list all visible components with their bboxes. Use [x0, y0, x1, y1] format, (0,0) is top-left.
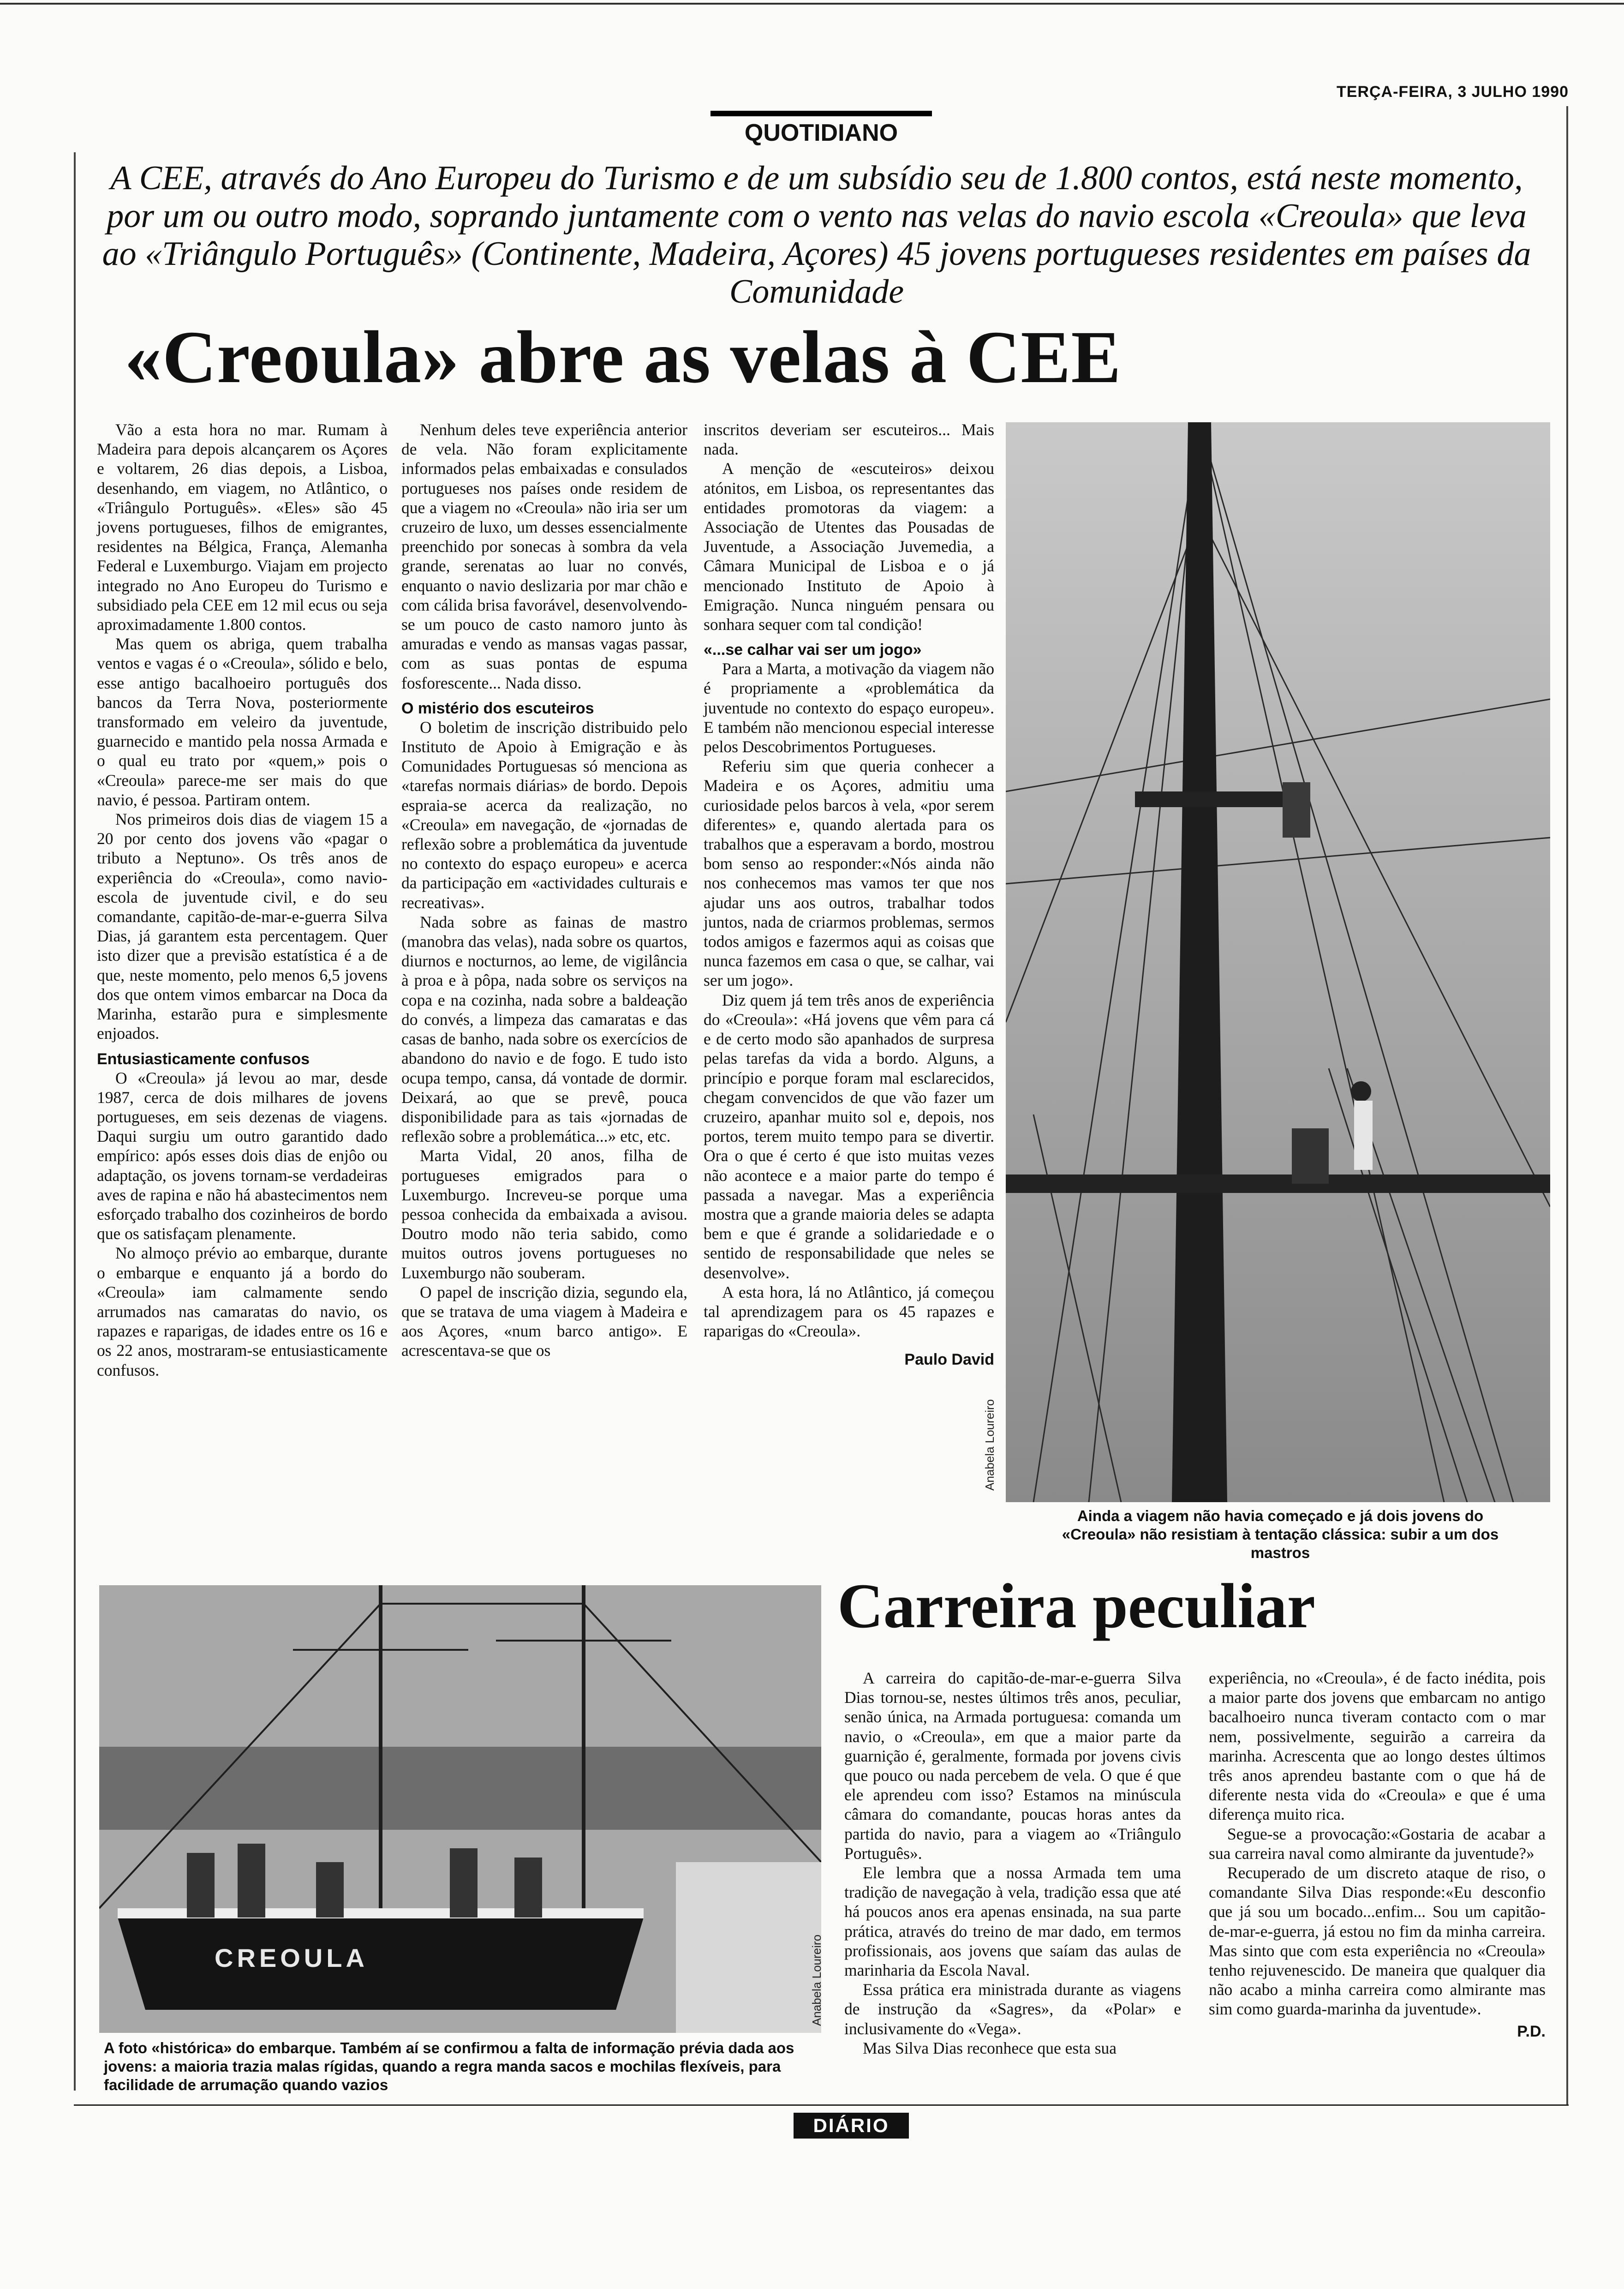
ship-photo-credit: Anabela Loureiro — [810, 1934, 824, 2026]
section-bar — [710, 111, 932, 116]
mast-photo — [1006, 422, 1550, 1502]
paragraph: Segue-se a provocação:«Gostaria de acabar a sua carreira naval como almirante da juventude?» — [1209, 1824, 1546, 1863]
subheading: Entusiasticamente confusos — [97, 1050, 310, 1068]
top-border-line — [0, 3, 1624, 5]
frame-right-rule — [1566, 106, 1568, 2104]
byline: P.D. — [1517, 2022, 1546, 2040]
paragraph: Ele lembra que a nossa Armada tem uma tradição de navegação à vela, tradição essa que até há poucos anos era apenas ensinada, na sua parte prática, através do treino de mar dado, em termos profissionais, aos jovens que saíam das aulas de marinharia da Escola Naval. — [844, 1864, 1181, 1980]
footer-rule — [74, 2104, 1569, 2106]
paragraph: inscritos deveriam ser escuteiros... Mais nada. — [704, 420, 994, 459]
newspaper-logo: DIÁRIO — [794, 2113, 909, 2139]
paragraph: No almoço prévio ao embarque, durante o embarque e enquanto já a bordo do «Creoula» iam calmamente sendo arrumados nas camaratas do navio, os rapazes e raparigas, de idades entre os 16 e os 22 anos, mostraram-se entusiasticamente confusos. — [97, 1244, 388, 1379]
main-headline: «Creoula» abre as velas à CEE — [125, 316, 1122, 399]
article1-column-1 — [97, 420, 388, 1380]
lead-paragraph: A CEE, através do Ano Europeu do Turismo e de um subsídio seu de 1.800 contos, está neste momento, por um ou outro modo, soprando juntamente com o vento nas velas do navio escola «Creoula» que leva ao «Triângulo Português» (Continente, Madeira, Açores) 45 jovens portugueses residentes em países da Comunidade — [102, 159, 1531, 311]
article1-column-3 — [704, 420, 994, 1370]
paragraph: Vão a esta hora no mar. Rumam à Madeira para depois alcançarem os Açores e voltarem, 26 dias depois, a Lisboa, desenhando, em viagem, no Atlântico, o «Triângulo Português». «Eles» são 45 jovens portugueses, filhos de emigrantes, residentes na Bélgica, França, Alemanha Federal e Luxemburgo. Viajam em projecto integrado no Ano Europeu do Turismo e subsidiado pela CEE em 12 mil ecus ou seja aproximadamente 1.800 contos. — [97, 420, 388, 634]
paragraph: Mas quem os abriga, quem trabalha ventos e vagas é o «Creoula», sólido e belo, esse antigo bacalhoeiro português dos bancos da Terra Nova, posteriormente transformado em veleiro da juventude, guarnecido e mantido pela nossa Armada e o qual eu trato por «quem,» pois o «Creoula» parece-me ser mais do que navio, é pessoa. Partiram ontem. — [97, 635, 388, 809]
paragraph: A carreira do capitão-de-mar-e-guerra Silva Dias tornou-se, nestes últimos três anos, peculiar, senão única, na Armada portuguesa: comanda um navio, o «Creoula», em que a maior parte da guarnição é, geralmente, formada por jovens civis que pouco ou nada percebem de vela. O que é que ele aprendeu com isso? Estamos na minúscula câmara do comandante, poucas horas antes da partida do navio, para a viagem ao «Triângulo Português». — [844, 1669, 1181, 1863]
paragraph: O boletim de inscrição distribuido pelo Instituto de Apoio à Emigração e às Comunidades Portuguesas só menciona as «tarefas normais diárias» de bordo. Depois espraia-se acerca da realização, no «Creoula» em navegação, de «jornadas de reflexão sobre a problemática da juventude no contexto do espaço europeu» e acerca da participação em «actividades culturais e recreativas». — [401, 718, 687, 912]
paragraph: O papel de inscrição dizia, segundo ela, que se tratava de uma viagem à Madeira e aos Açores, «num barco antigo». E acrescentava-se que os — [401, 1282, 687, 1360]
paragraph: Mas Silva Dias reconhece que esta sua — [863, 2038, 1117, 2057]
paragraph: Nenhum deles teve experiência anterior de vela. Não foram explicitamente informados pelas embaixadas e consulados portugueses nos países onde residem de que a viagem no «Creoula» não iria ser um cruzeiro de luxo, um desses essencialmente preenchido por sonecas à sombra da vela grande, serenatas ao luar no convés, enquanto o navio deslizaria por mar chão e com cálida brisa favorável, desenvolvendo-se um pouco de casto namoro junto às amuradas e vendo as mansas vagas passar, com as suas pontas de espuma fosforescente... Nada disso. — [401, 420, 687, 692]
ship-photo-image — [99, 1585, 821, 2033]
article1-column-2 — [401, 420, 687, 1360]
byline: Paulo David — [904, 1351, 994, 1369]
paragraph: Recuperado de um discreto ataque de riso, o comandante Silva Dias responde:«Eu desconfio que já sou um bocado...enfim... Sou um capitão-de-mar-e-guerra, já estou no fim da minha carreira. Mas sinto que com esta experiência no «Creoula» tenho rejuvenescido. De maneira que qualquer dia não acabo a minha carreira como almirante mas sim como guarda-marinha da juventude». — [1209, 1864, 1546, 2019]
paragraph: Marta Vidal, 20 anos, filha de portugueses emigrados para o Luxemburgo. Increveu-se porque uma pessoa conhecida da embaixada a avisou. Doutro modo não teria sabido, como muitos outros jovens portugueses no Luxemburgo não souberam. — [401, 1146, 687, 1282]
paragraph: Referiu sim que queria conhecer a Madeira e os Açores, admitiu uma curiosidade pelos barcos à vela, «por serem diferentes» e, quando alertada para os trabalhos que a esperavam a bordo, mostrou bom senso ao responder:«Nós ainda não nos conhecemos mas vamos ter que nos ajudar uns aos outros, trabalhar todos juntos, nada de criarmos problemas, sermos todos amigos e fazermos aqui as coisas que nunca fazemos em casa o que, se calhar, vai ser um jogo». — [704, 757, 994, 990]
paragraph: Essa prática era ministrada durante as viagens de instrução da «Sagres», da «Polar» e inclusivamente do «Vega». — [844, 1980, 1181, 2038]
paragraph: experiência, no «Creoula», é de facto inédita, pois a maior parte dos jovens que embarcam no antigo bacalhoeiro nunca tiveram contacto com o mar nem, possivelmente, seguirão a carreira da marinha. Acrescenta que ao longo destes últimos três anos aprendeu bastante com o que há de diferente nesta vida do «Creoula» e que é uma diferença muito rica. — [1209, 1669, 1546, 1824]
paragraph: Para a Marta, a motivação da viagem não é propriamente a «problemática da juventude no contexto do espaço europeu». E também não mencionou especial interesse pelos Descobrimentos Portugueses. — [704, 659, 994, 756]
section-title: QUOTIDIANO — [744, 120, 898, 146]
paragraph: Nos primeiros dois dias de viagem 15 a 20 por cento dos jovens vão «pagar o tributo a Neptuno». Os três anos de experiência do «Creoula», como navio-escola de juventude civil, e do seu comandante, capitão-de-mar-e-guerra Silva Dias, já garantem esta percentagem. Quer isto dizer que a previsão estatística é a de que, neste momento, pelo menos 6,5 jovens dos que ontem vimos embarcar na Doca da Marinha, estarão pura e simplesmente enjoados. — [97, 810, 388, 1043]
mast-photo-image — [1006, 422, 1550, 1502]
paragraph: Nada sobre as fainas de mastro (manobra das velas), nada sobre os quartos, diurnos e nocturnos, ao leme, de vigilância à proa e à pôpa, nada sobre os serviços na copa e na cozinha, nada sobre a baldeação do convés, a limpeza das camaratas e das casas de banho, nada sobre os exercícios de abandono do navio e de fogo. E tudo isto ocupa tempo, cansa, dá vontade de dormir. Deixará, ao que se prevê, pouca disponibilidade para as tais «jornadas de reflexão sobre a problemática...» etc, etc. — [401, 912, 687, 1146]
article2-column-1 — [844, 1668, 1181, 2058]
ship-photo — [99, 1585, 821, 2033]
paragraph: Diz quem já tem três anos de experiência do «Creoula»: «Há jovens que vêm para cá e de certo modo são apanhados de surpresa pelas tarefas da vida a bordo. Alguns, a princípio e porque foram mal esclarecidos, chegam convencidos de que vão fazer um cruzeiro, apanhar muito sol e, depois, nos portos, terem muito tempo para se divertir. Ora o que é certo é que isto muitas vezes não acontece e a maior parte do tempo é passada a navegar. Mas a experiência mostra que a grande maioria deles se adapta bem e que é grande a solidariedade e o sentido de responsabilidade que neles se desenvolve». — [704, 990, 994, 1282]
secondary-headline: Carreira peculiar — [837, 1570, 1315, 1641]
frame-left-rule — [74, 152, 76, 2091]
mast-photo-credit: Anabela Loureiro — [983, 1399, 997, 1491]
paragraph: A menção de «escuteiros» deixou atónitos, em Lisboa, os representantes das entidades promotoras da viagem: a Associação de Utentes das Pousadas de Juventude, a Associação Juvemedia, a Câmara Municipal de Lisboa e o já mencionado Instituto de Apoio à Emigração. Nunca ninguém pensara ou sonhara sequer com tal condição! — [704, 459, 994, 634]
ship-hull-name: CREOULA — [215, 1943, 368, 1972]
subheading: «...se calhar vai ser um jogo» — [704, 641, 922, 659]
subheading: O mistério dos escuteiros — [401, 699, 594, 717]
issue-date: TERÇA-FEIRA, 3 JULHO 1990 — [1337, 83, 1569, 101]
paragraph: O «Creoula» já levou ao mar, desde 1987, cerca de dois milhares de jovens portugueses, em seis dezenas de viagens. Daqui surgiu um outro garantido dado empírico: após esses dois dias de enjôo ou adaptação, os jovens tornam-se verdadeiras aves de rapina e não há abastecimentos nem esforçado trabalho dos cozinheiros de bordo que os satisfaçam plenamente. — [97, 1068, 388, 1243]
ship-photo-caption: A foto «histórica» do embarque. Também aí se confirmou a falta de informação prévia dada aos jovens: a maioria trazia malas rígidas, quando a regra manda sacos e mochilas flexíveis, para facilidade de arrumação quando vazios — [104, 2039, 794, 2093]
paragraph: A esta hora, lá no Atlântico, já começou tal aprendizagem para os 45 rapazes e raparigas do «Creoula». — [704, 1282, 994, 1341]
article2-column-2 — [1209, 1668, 1546, 2041]
mast-photo-caption: Ainda a viagem não havia começado e já dois jovens do «Creoula» não resistiam à tentação clássica: subir a um dos mastros — [1062, 1507, 1499, 1561]
